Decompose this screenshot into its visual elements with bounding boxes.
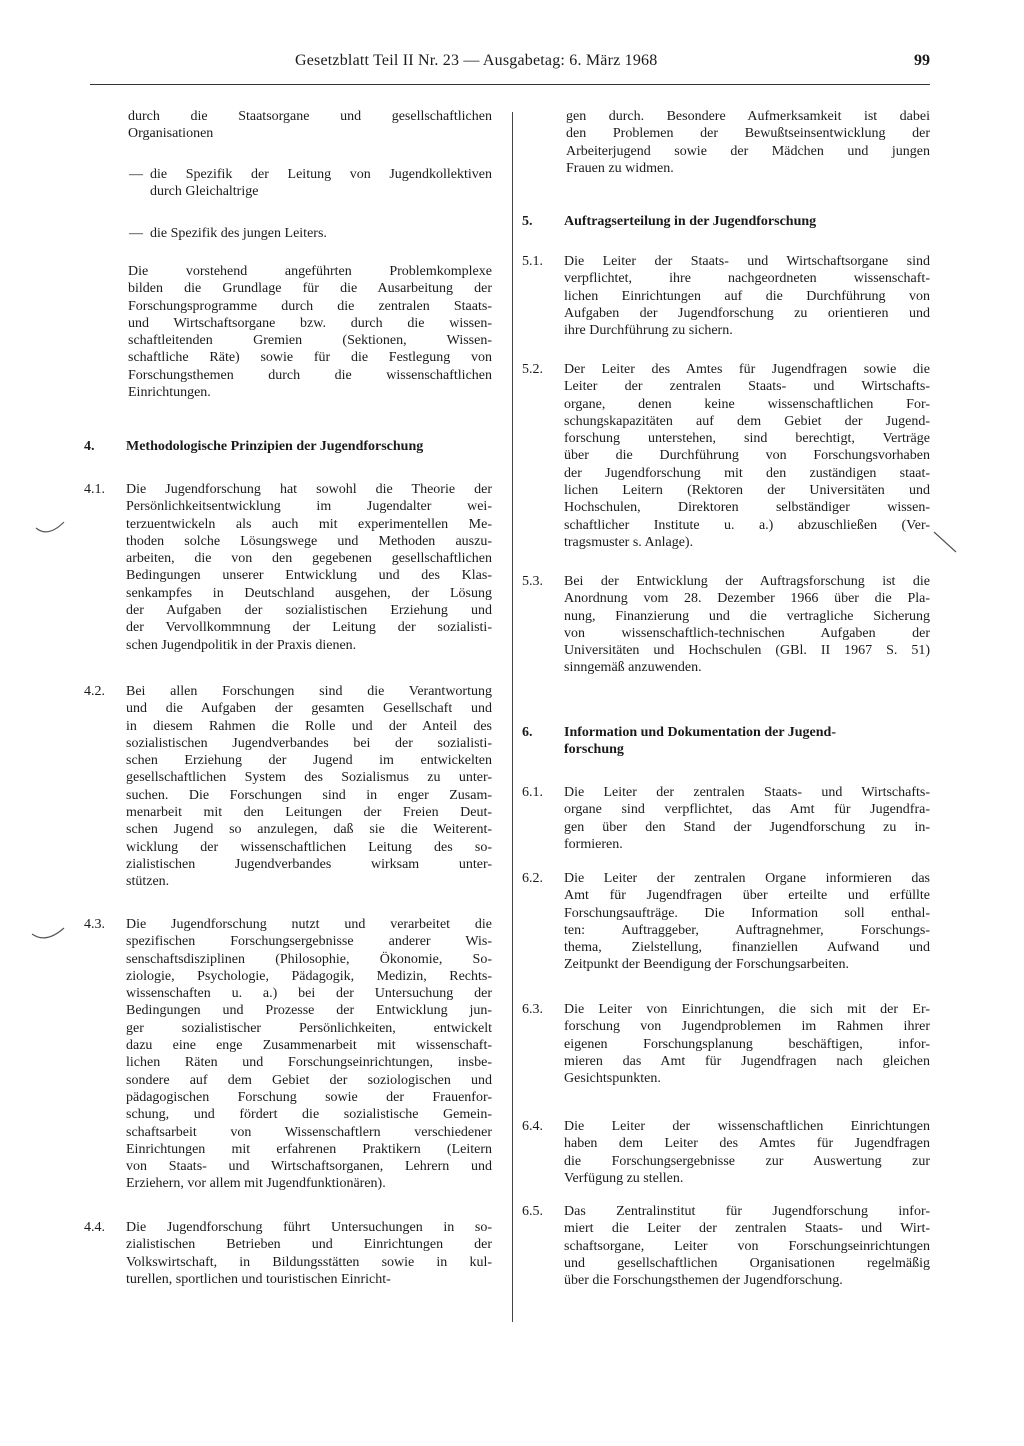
text-line: pädagogischen Forschung sowie der Frauenfor- (126, 1089, 492, 1105)
text-line: wicklung der wissenschaftlichen Leitung des so- (126, 839, 492, 855)
section-number: 6.4. (522, 1119, 543, 1134)
text-line: ziologie, Psychologie, Pädagogik, Medizin, Rechts- (126, 968, 492, 984)
text-line: durch die Staatsorgane und gesellschaftlichen (128, 109, 492, 124)
text-line: lichen Leitern (Rektoren der Universitäten und (564, 483, 930, 499)
text-line: ten: Auftraggeber, Auftragnehmer, Forschungs- (564, 922, 930, 938)
text-line: Organisationen (128, 126, 214, 142)
section-number: 4.4. (84, 1220, 105, 1235)
paragraph-body (126, 438, 492, 455)
text-line: Forschungsprogramme durch die zentralen Staats- (128, 298, 492, 314)
text-line: sozialistischen Jugendverbandes bei der sozialisti- (126, 735, 492, 751)
paragraph-body (564, 784, 930, 853)
text-line: Einrichtungen mit erfahrenen Praktikern (Leitern (126, 1141, 492, 1157)
paragraph-body (150, 166, 492, 201)
text-line: Bei der Entwicklung der Auftragsforschung ist die (564, 574, 930, 589)
text-line: Das Zentralinstitut für Jugendforschung infor- (564, 1204, 930, 1219)
text-line: thoden solche Lösungswege und Methoden auszu- (126, 533, 492, 549)
section-heading (522, 724, 930, 759)
text-line: Hochschulen, Direktoren selbständiger wissen- (564, 500, 930, 516)
paragraph-body (128, 263, 492, 401)
text-line: schaftliche Räte) sowie für die Festlegung von (128, 350, 492, 366)
text-line: Bei allen Forschungen sind die Verantwortung (126, 684, 492, 699)
paragraph (84, 683, 492, 891)
text-line: Methodologische Prinzipien der Jugendforschung (126, 439, 424, 454)
text-line: Die Jugendforschung führt Untersuchungen in so- (126, 1220, 492, 1235)
text-line: forschung (564, 742, 624, 758)
text-line: von Staats- und Wirtschaftsorganen, Lehrern und (126, 1159, 492, 1175)
paragraph-body (150, 225, 492, 242)
paragraph-body (564, 870, 930, 974)
text-line: Die Leiter der zentralen Staats- und Wirtschafts- (564, 785, 930, 800)
text-line: Bedingungen unserer Entwicklung und des Klas- (126, 568, 492, 584)
paragraph (522, 253, 930, 339)
text-line: in diesem Rahmen die Rolle und der Anteil des (126, 718, 492, 734)
text-line: Persönlichkeitsentwicklung im Jugendalter wei- (126, 499, 492, 515)
text-line: turellen, sportlichen und touristischen Einricht- (126, 1271, 391, 1287)
text-line: tragsmuster s. Anlage). (564, 534, 694, 550)
header-rule (90, 84, 930, 85)
paragraph (84, 108, 492, 143)
text-line: Anordnung vom 28. Dezember 1966 über die Pla- (564, 591, 930, 607)
text-line: und die Aufgaben der gesamten Gesellschaft und (126, 701, 492, 717)
text-line: haben dem Leiter des Amtes für Jugendfragen (564, 1136, 930, 1152)
paragraph-body (564, 361, 930, 551)
paragraph-body (564, 1118, 930, 1187)
section-number: 5.3. (522, 574, 543, 589)
paragraph (84, 263, 492, 401)
paragraph (522, 1001, 930, 1087)
text-line: Amt für Jugendfragen über erteilte und erfüllte (564, 888, 930, 904)
text-line: Einrichtungen. (128, 385, 211, 401)
paragraph-body (126, 916, 492, 1193)
dash-bullet: — (129, 167, 143, 182)
section-number: 6.5. (522, 1204, 543, 1219)
paragraph (522, 870, 930, 974)
page-number: 99 (914, 52, 930, 69)
paragraph-body (566, 108, 930, 177)
text-line: eigenen Forschungsplanung beschäftigen, infor- (564, 1036, 930, 1052)
text-line: Bedingungen und Prozesse der Entwicklung jun- (126, 1003, 492, 1019)
text-line: Die Leiter der Staats- und Wirtschaftsorgane sind (564, 254, 930, 269)
margin-mark-icon (30, 924, 70, 944)
paragraph-body (564, 213, 930, 230)
text-line: der Aufgaben der sozialistischen Erziehung und (126, 603, 492, 619)
text-line: spezifischen Forschungsergebnisse anderer Wis- (126, 934, 492, 950)
text-line: der Jugendforschung mit den zuständigen staat- (564, 465, 930, 481)
text-line: senkampfes in Deutschland ausgehen, der Lösung (126, 585, 492, 601)
paragraph (84, 1219, 492, 1288)
section-number: 6.3. (522, 1002, 543, 1017)
section-heading (522, 213, 930, 230)
text-line: über die Forschungsthemen der Jugendforschung. (564, 1273, 843, 1289)
text-line: gesellschaftlichen System des Sozialismus zu unter- (126, 770, 492, 786)
text-line: formieren. (564, 836, 623, 852)
paragraph-body (126, 683, 492, 891)
section-number: 5.1. (522, 254, 543, 269)
text-line: zialistischen Jugendverbandes wirksam unter- (126, 856, 492, 872)
text-line: thema, Zielstellung, finanziellen Aufwand und (564, 940, 930, 956)
text-line: schen Erziehung der Jugend im entwickelten (126, 753, 492, 769)
text-line: Die Jugendforschung nutzt und verarbeitet die (126, 917, 492, 932)
paragraph (522, 361, 930, 551)
paragraph-body (564, 1203, 930, 1289)
text-line: Gesichtspunkten. (564, 1071, 661, 1087)
text-line: Aufgaben der Jugendforschung zu orientieren und (564, 305, 930, 321)
paragraph-body (126, 481, 492, 654)
text-line: forschung unterstehen, sind berechtigt, Verträge (564, 431, 930, 447)
text-line: den Problemen der Bewußtseinsentwicklung der (566, 126, 930, 142)
paragraph (84, 916, 492, 1193)
text-line: die Forschungsergebnisse zur Auswertung zur (564, 1153, 930, 1169)
text-line: schaftsorgane, Leiter von Forschungseinrichtungen (564, 1238, 930, 1254)
section-number: 4. (84, 439, 95, 454)
paragraph-body (564, 573, 930, 677)
text-line: menarbeit mit den Leitungen der Freien Deut- (126, 805, 492, 821)
text-line: sondere auf dem Gebiet der soziologischen und (126, 1072, 492, 1088)
text-line: und gesellschaftlichen Organisationen regelmäßig (564, 1255, 930, 1271)
text-line: schaftsarbeit von Wissenschaftlern verschiedener (126, 1124, 492, 1140)
text-line: Die Leiter der zentralen Organe informieren das (564, 871, 930, 886)
paragraph-body (564, 724, 930, 759)
text-line: dazu eine enge Zusammenarbeit mit wissenschaft- (126, 1038, 492, 1054)
margin-mark-icon (930, 528, 962, 556)
section-number: 6.2. (522, 871, 543, 886)
header-title: Gesetzblatt Teil II Nr. 23 — Ausgabetag: 6. März 1968 (295, 52, 658, 69)
text-line: Information und Dokumentation der Jugend- (564, 725, 837, 740)
column-divider (512, 112, 513, 1322)
paragraph (522, 1203, 930, 1289)
paragraph-body (126, 1219, 492, 1288)
text-line: lichen Räten und Forschungseinrichtungen, insbe- (126, 1055, 492, 1071)
text-line: lichen Einrichtungen auf die Durchführung von (564, 288, 930, 304)
text-line: suchen. Die Forschungen sind in enger Zusam- (126, 787, 492, 803)
text-line: Die vorstehend angeführten Problemkomplexe (128, 264, 492, 279)
text-line: Die Jugendforschung hat sowohl die Theorie der (126, 482, 492, 497)
text-line: schung, und fördert die sozialistische Gemein- (126, 1107, 492, 1123)
text-line: senschaftsdisziplinen (Philosophie, Ökonomie, So- (126, 951, 492, 967)
paragraph (84, 481, 492, 654)
text-line: Die Leiter der wissenschaftlichen Einrichtungen (564, 1119, 930, 1134)
section-number: 4.1. (84, 482, 105, 497)
dash-bullet: — (129, 226, 143, 241)
text-line: forschung von Jugendproblemen im Rahmen ihrer (564, 1019, 930, 1035)
paragraph (522, 573, 930, 677)
text-line: ger sozialistischer Persönlichkeiten, entwickelt (126, 1020, 492, 1036)
text-line: bilden die Grundlage für die Ausarbeitung der (128, 281, 492, 297)
text-line: Zeitpunkt der Beendigung der Forschungsarbeiten. (564, 957, 849, 973)
text-line: von wissenschaftlich-technischen Aufgaben der (564, 625, 930, 641)
text-line: gen über den Stand der Jugendforschung zu in- (564, 819, 930, 835)
text-line: über die Durchführung von Forschungsvorhaben (564, 448, 930, 464)
text-line: durch Gleichaltrige (150, 184, 259, 200)
text-line: miert die Leiter der zentralen Staats- und Wirt- (564, 1221, 930, 1237)
text-line: ihre Durchführung zu sichern. (564, 323, 733, 339)
section-number: 4.3. (84, 917, 105, 932)
text-line: Verfügung zu stellen. (564, 1170, 684, 1186)
text-line: schen Jugend so anzulegen, daß sie die Weiterent- (126, 822, 492, 838)
text-line: terzuentwickeln als auch mit experimentellen Me- (126, 516, 492, 532)
page-header (90, 52, 930, 82)
list-item (84, 225, 492, 242)
text-line: schungskapazitäten auf dem Gebiet der Jugend- (564, 413, 930, 429)
text-line: mieren das Amt für Jugendfragen nach gleichen (564, 1053, 930, 1069)
text-line: Forschungsthemen durch die wissenschaftlichen (128, 367, 492, 383)
text-line: nung, Finanzierung und die vertragliche Sicherung (564, 608, 930, 624)
list-item (84, 166, 492, 201)
text-line: Die Leiter von Einrichtungen, die sich mit der Er- (564, 1002, 930, 1017)
paragraph (522, 1118, 930, 1187)
text-line: arbeiten, die von den gegebenen gesellschaftlichen (126, 551, 492, 567)
text-line: organe, denen keine wissenschaftlichen For- (564, 396, 930, 412)
paragraph (522, 108, 930, 177)
paragraph (522, 784, 930, 853)
text-line: zialistischen Betrieben und Einrichtungen der (126, 1237, 492, 1253)
text-line: die Spezifik der Leitung von Jugendkollektiven (150, 167, 492, 182)
text-line: Volkswirtschaft, in Bildungsstätten sowie in kul- (126, 1254, 492, 1270)
paragraph-body (564, 1001, 930, 1087)
text-line: Der Leiter des Amtes für Jugendfragen sowie die (564, 362, 930, 377)
paragraph-body (564, 253, 930, 339)
section-heading (84, 438, 492, 455)
text-line: der Vervollkommnung der Leitung der sozialisti- (126, 620, 492, 636)
text-line: schaftleitenden Gremien (Sektionen, Wissen- (128, 333, 492, 349)
section-number: 6.1. (522, 785, 543, 800)
section-number: 4.2. (84, 684, 105, 699)
text-line: sinngemäß anzuwenden. (564, 660, 702, 676)
text-line: verpflichtet, ihre nachgeordneten wissenschaft- (564, 271, 930, 287)
text-line: gen durch. Besondere Aufmerksamkeit ist dabei (566, 109, 930, 124)
text-line: Universitäten und Hochschulen (GBl. II 1967 S. 51) (564, 643, 930, 659)
paragraph-body (128, 108, 492, 143)
text-line: die Spezifik des jungen Leiters. (150, 226, 327, 241)
text-line: Forschungsaufträge. Die Information soll enthal- (564, 905, 930, 921)
margin-mark-icon (34, 516, 70, 538)
text-line: wissenschaften u. a.) bei der Untersuchung der (126, 986, 492, 1002)
text-line: stützen. (126, 874, 170, 890)
text-line: Leiter der zentralen Staats- und Wirtschafts- (564, 379, 930, 395)
section-number: 5. (522, 214, 533, 229)
text-line: Erziehern, vor allem mit Jugendfunktionären). (126, 1176, 386, 1192)
text-line: Arbeiterjugend sowie der Mädchen und jungen (566, 143, 930, 159)
text-line: Frauen zu widmen. (566, 160, 674, 176)
text-line: Auftragserteilung in der Jugendforschung (564, 214, 817, 229)
text-line: organe sind verpflichtet, das Amt für Jugendfra- (564, 802, 930, 818)
section-number: 6. (522, 725, 533, 740)
text-line: schaftlicher Institute u. a.) abzuschließen (Ver- (564, 517, 930, 533)
text-line: schen Jugendpolitik in der Praxis dienen. (126, 637, 357, 653)
section-number: 5.2. (522, 362, 543, 377)
text-line: und Wirtschaftsorgane bzw. durch die wissen- (128, 315, 492, 331)
